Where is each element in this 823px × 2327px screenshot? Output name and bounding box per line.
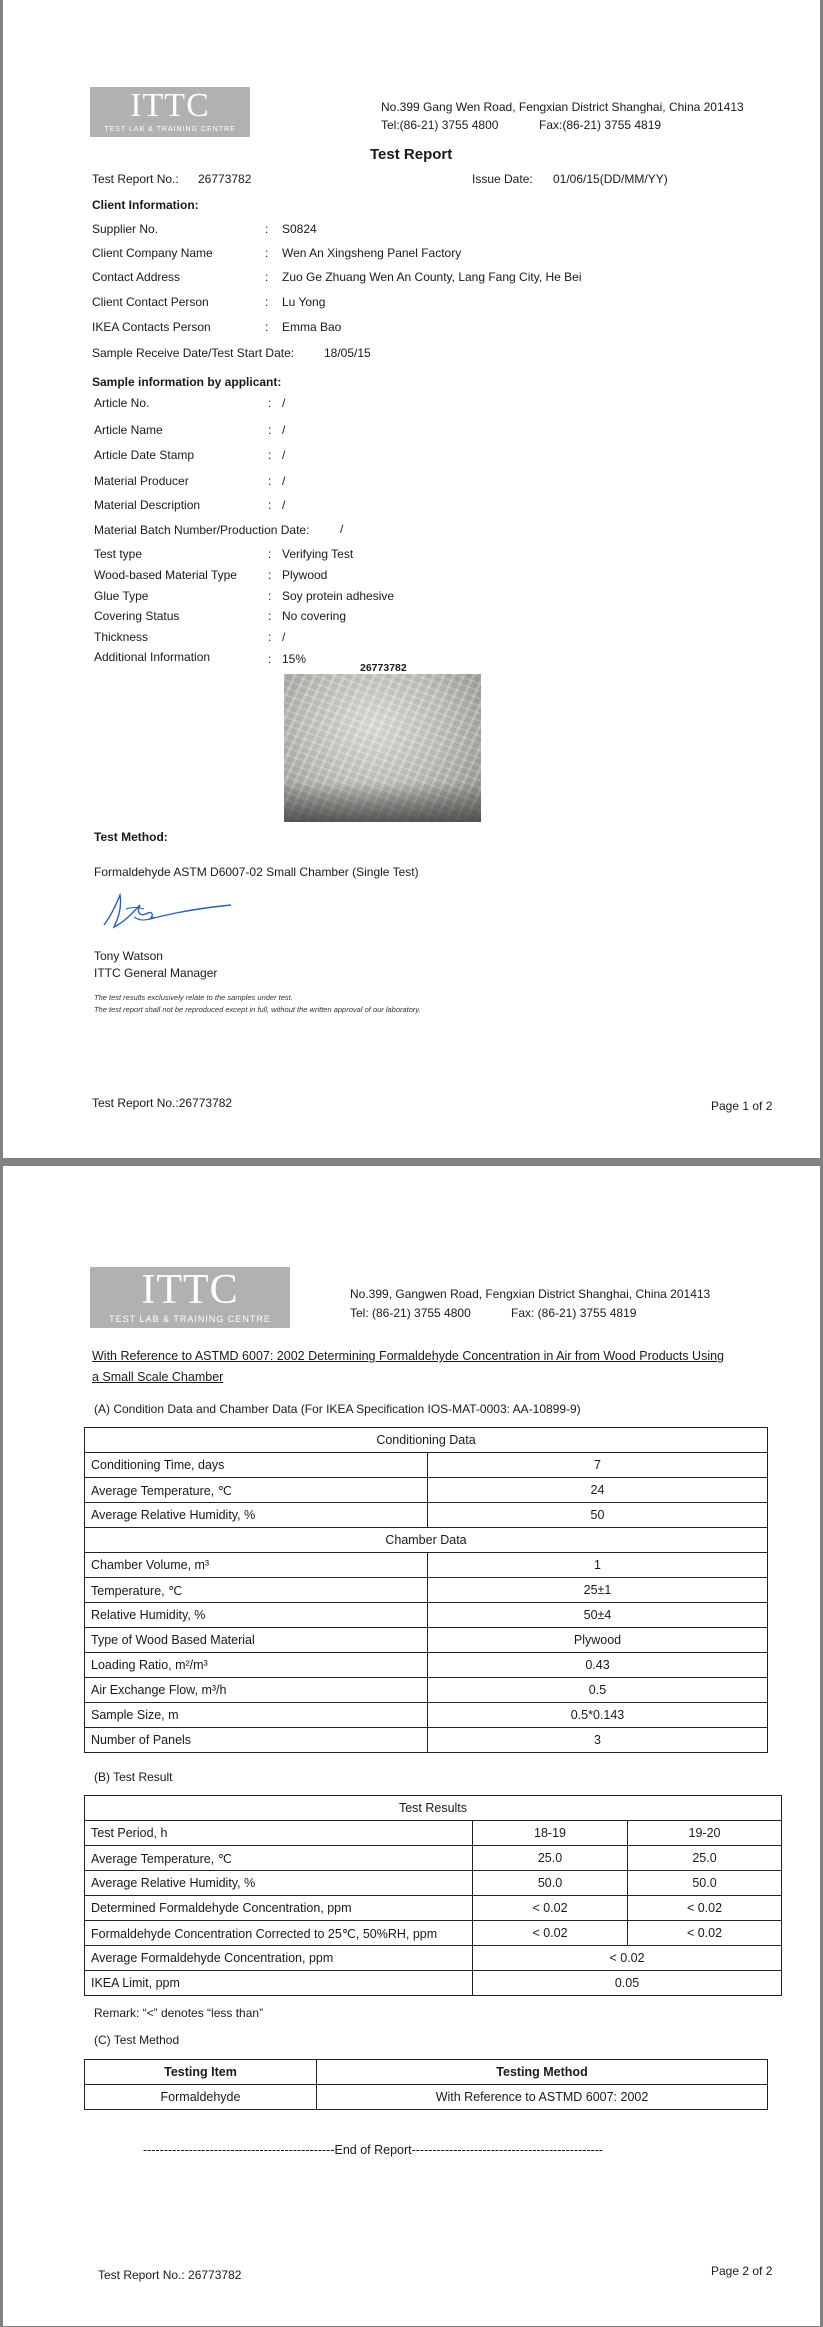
row-value: Formaldehyde (85, 2085, 317, 2110)
row-label: Conditioning Time, days (85, 1453, 428, 1478)
client-row-value: Zuo Ge Zhuang Wen An County, Lang Fang City, He Bei (282, 270, 582, 284)
test-row-label: Test type (94, 547, 143, 561)
sample-row-label: Material Description (94, 498, 201, 512)
row-value: 7 (428, 1453, 768, 1478)
test-row-label: Additional Information (94, 650, 211, 664)
section-a-heading: (A) Condition Data and Chamber Data (For IKEA Specification IOS-MAT-0003: AA-10899-9) (94, 1402, 581, 1416)
signer-name: Tony Watson (94, 949, 163, 963)
table-row (85, 1871, 782, 1896)
table-row (85, 1703, 768, 1728)
table-row (85, 1921, 782, 1946)
table-row (85, 1678, 768, 1703)
row-value: 0.5 (428, 1678, 768, 1703)
colon: : (268, 609, 272, 623)
reference-title-line-1: With Reference to ASTMD 6007: 2002 Determining Formaldehyde Concentration in Air from Wood Products Using (92, 1349, 725, 1363)
logo-text: ITTC (141, 1267, 239, 1313)
client-row-label: IKEA Contacts Person (92, 320, 211, 334)
test-method-heading: Test Method: (94, 830, 168, 844)
client-row-label: Client Contact Person (92, 295, 209, 309)
row-label: Air Exchange Flow, m³/h (85, 1678, 428, 1703)
sample-row-value: / (282, 498, 286, 512)
sample-row-value: / (282, 474, 286, 488)
table-row (85, 1946, 782, 1971)
disclaimer-line-1: The test results exclusively relate to the samples under test. (94, 993, 293, 1002)
section-c-heading: (C) Test Method (94, 2033, 180, 2047)
table-row (85, 1653, 768, 1678)
sample-row-value: / (282, 448, 286, 462)
colon: : (265, 320, 269, 334)
signature-image (96, 887, 236, 935)
report-page-2 (3, 1166, 820, 2326)
logo-subtext: TEST LAB & TRAINING CENTRE (104, 126, 236, 133)
table-row (85, 1628, 768, 1653)
client-row-value: Wen An Xingsheng Panel Factory (282, 246, 462, 260)
end-of-report: ----------------------------------------------End of Report---------------------------------------------- (143, 2143, 604, 2157)
test-row-value: / (282, 630, 286, 644)
footer-page-number: Page 2 of 2 (711, 2264, 773, 2278)
table-row (85, 1796, 782, 1821)
row-value: 0.43 (428, 1653, 768, 1678)
lab-tel: Tel:(86-21) 3755 4800 (381, 118, 499, 132)
table-row (85, 1428, 768, 1453)
issue-date-value: 01/06/15(DD/MM/YY) (553, 172, 668, 186)
colon: : (268, 568, 272, 582)
row-label: Chamber Volume, m³ (85, 1553, 428, 1578)
table-row (85, 2085, 768, 2110)
sample-row-label: Article No. (94, 396, 150, 410)
colon: : (265, 295, 269, 309)
sample-row-label: Article Date Stamp (94, 448, 195, 462)
table-row (85, 1528, 768, 1553)
section-b-heading: (B) Test Result (94, 1770, 173, 1784)
chamber-header: Chamber Data (85, 1528, 768, 1553)
table-row (85, 1478, 768, 1503)
sample-row-label: Material Producer (94, 474, 189, 488)
row-value: 50.0 (628, 1871, 782, 1896)
sample-row-value: / (282, 423, 286, 437)
footer-page-number: Page 1 of 2 (711, 1099, 773, 1113)
colon: : (268, 498, 272, 512)
row-label: Sample Size, m (85, 1703, 428, 1728)
column-header: Testing Method (317, 2060, 768, 2085)
row-value: 25.0 (628, 1846, 782, 1871)
test-row-value: Soy protein adhesive (282, 589, 395, 603)
row-label: Average Relative Humidity, % (85, 1503, 428, 1528)
lab-tel: Tel: (86-21) 3755 4800 (350, 1306, 471, 1320)
test-row-label: Thickness (94, 630, 149, 644)
results-header: Test Results (85, 1796, 782, 1821)
row-label: Type of Wood Based Material (85, 1628, 428, 1653)
conditioning-header: Conditioning Data (85, 1428, 768, 1453)
row-label: Average Temperature, ℃ (85, 1846, 473, 1871)
client-row-label: Client Company Name (92, 246, 213, 260)
row-value: < 0.02 (473, 1946, 782, 1971)
footer-report-no: Test Report No.:26773782 (92, 1096, 233, 1110)
table-row (85, 1578, 768, 1603)
row-value: < 0.02 (473, 1921, 628, 1946)
row-value: 18-19 (473, 1821, 628, 1846)
client-row-label: Contact Address (92, 270, 181, 284)
client-row-value: S0824 (282, 222, 317, 236)
sample-receive-value: 18/05/15 (324, 346, 371, 360)
row-label: Test Period, h (85, 1821, 473, 1846)
batch-label: Material Batch Number/Production Date: (94, 523, 310, 537)
test-results-table (84, 1795, 782, 1996)
row-value: 0.05 (473, 1971, 782, 1996)
column-header: Testing Item (85, 2060, 317, 2085)
colon: : (265, 246, 269, 260)
row-label: Loading Ratio, m²/m³ (85, 1653, 428, 1678)
test-row-value: Plywood (282, 568, 328, 582)
row-label: Number of Panels (85, 1728, 428, 1753)
row-value: 50.0 (473, 1871, 628, 1896)
row-value: 50 (428, 1503, 768, 1528)
test-row-label: Glue Type (94, 589, 149, 603)
signer-title: ITTC General Manager (94, 966, 218, 980)
row-label: Relative Humidity, % (85, 1603, 428, 1628)
table-row (85, 1896, 782, 1921)
row-value: Plywood (428, 1628, 768, 1653)
colon: : (268, 474, 272, 488)
test-row-value: Verifying Test (282, 547, 354, 561)
remark-text: Remark: “<” denotes “less than” (94, 2006, 264, 2020)
table-row (85, 1453, 768, 1478)
lab-address: No.399, Gangwen Road, Fengxian District Shanghai, China 201413 (350, 1287, 711, 1301)
client-info-heading: Client Information: (92, 198, 199, 212)
batch-value: / (340, 522, 344, 536)
lab-address: No.399 Gang Wen Road, Fengxian District Shanghai, China 201413 (381, 100, 744, 114)
row-value: 19-20 (628, 1821, 782, 1846)
test-row-label: Covering Status (94, 609, 180, 623)
table-row (85, 1821, 782, 1846)
row-value: 50±4 (428, 1603, 768, 1628)
row-label: Average Relative Humidity, % (85, 1871, 473, 1896)
ittc-logo (90, 1267, 290, 1328)
row-label: Determined Formaldehyde Concentration, ppm (85, 1896, 473, 1921)
colon: : (268, 547, 272, 561)
client-row-label: Supplier No. (92, 222, 159, 236)
row-label: Formaldehyde Concentration Corrected to 25℃, 50%RH, ppm (85, 1921, 473, 1946)
test-row-label: Wood-based Material Type (94, 568, 237, 582)
sample-photo (284, 674, 481, 822)
row-label: Average Temperature, ℃ (85, 1478, 428, 1503)
row-label: Average Formaldehyde Concentration, ppm (85, 1946, 473, 1971)
client-row-value: Emma Bao (282, 320, 342, 334)
logo-text: ITTC (130, 87, 210, 124)
colon: : (268, 448, 272, 462)
ittc-logo (90, 87, 250, 137)
row-value: < 0.02 (473, 1896, 628, 1921)
test-row-value: 15% (282, 652, 307, 666)
row-value: With Reference to ASTMD 6007: 2002 (317, 2085, 768, 2110)
report-page-1 (3, 0, 820, 1158)
sample-receive-label: Sample Receive Date/Test Start Date: (92, 346, 295, 360)
sample-info-heading: Sample information by applicant: (92, 375, 282, 389)
lab-fax: Fax:(86-21) 3755 4819 (539, 118, 662, 132)
condition-chamber-table (84, 1427, 768, 1753)
row-value: 1 (428, 1553, 768, 1578)
table-row (85, 2060, 768, 2085)
lab-fax: Fax: (86-21) 3755 4819 (511, 1306, 637, 1320)
logo-subtext: TEST LAB & TRAINING CENTRE (109, 1314, 271, 1324)
report-no-value: 26773782 (198, 172, 252, 186)
page-title: Test Report (370, 146, 453, 163)
table-row (85, 1553, 768, 1578)
photo-caption: 26773782 (360, 662, 407, 674)
row-value: 25±1 (428, 1578, 768, 1603)
report-no-label: Test Report No.: (92, 172, 179, 186)
row-value: 3 (428, 1728, 768, 1753)
reference-title-line-2: a Small Scale Chamber (92, 1370, 224, 1384)
footer-report-no: Test Report No.: 26773782 (98, 2268, 242, 2282)
colon: : (268, 396, 272, 410)
table-row (85, 1971, 782, 1996)
colon: : (265, 222, 269, 236)
row-value: 0.5*0.143 (428, 1703, 768, 1728)
row-label: Temperature, ℃ (85, 1578, 428, 1603)
issue-date-label: Issue Date: (472, 172, 533, 186)
test-method-table (84, 2059, 768, 2110)
row-label: IKEA Limit, ppm (85, 1971, 473, 1996)
client-row-value: Lu Yong (282, 295, 326, 309)
colon: : (268, 423, 272, 437)
row-value: < 0.02 (628, 1921, 782, 1946)
sample-row-value: / (282, 396, 286, 410)
row-value: < 0.02 (628, 1896, 782, 1921)
colon: : (268, 630, 272, 644)
table-row (85, 1603, 768, 1628)
colon: : (268, 652, 272, 666)
table-row (85, 1846, 782, 1871)
sample-row-label: Article Name (94, 423, 163, 437)
disclaimer-line-2: The test report shall not be reproduced except in full, without the written approval of our laboratory. (94, 1005, 421, 1014)
row-value: 25.0 (473, 1846, 628, 1871)
test-method-text: Formaldehyde ASTM D6007-02 Small Chamber (Single Test) (94, 865, 419, 879)
colon: : (268, 589, 272, 603)
table-row (85, 1503, 768, 1528)
table-row (85, 1728, 768, 1753)
row-value: 24 (428, 1478, 768, 1503)
test-row-value: No covering (282, 609, 347, 623)
colon: : (265, 270, 269, 284)
